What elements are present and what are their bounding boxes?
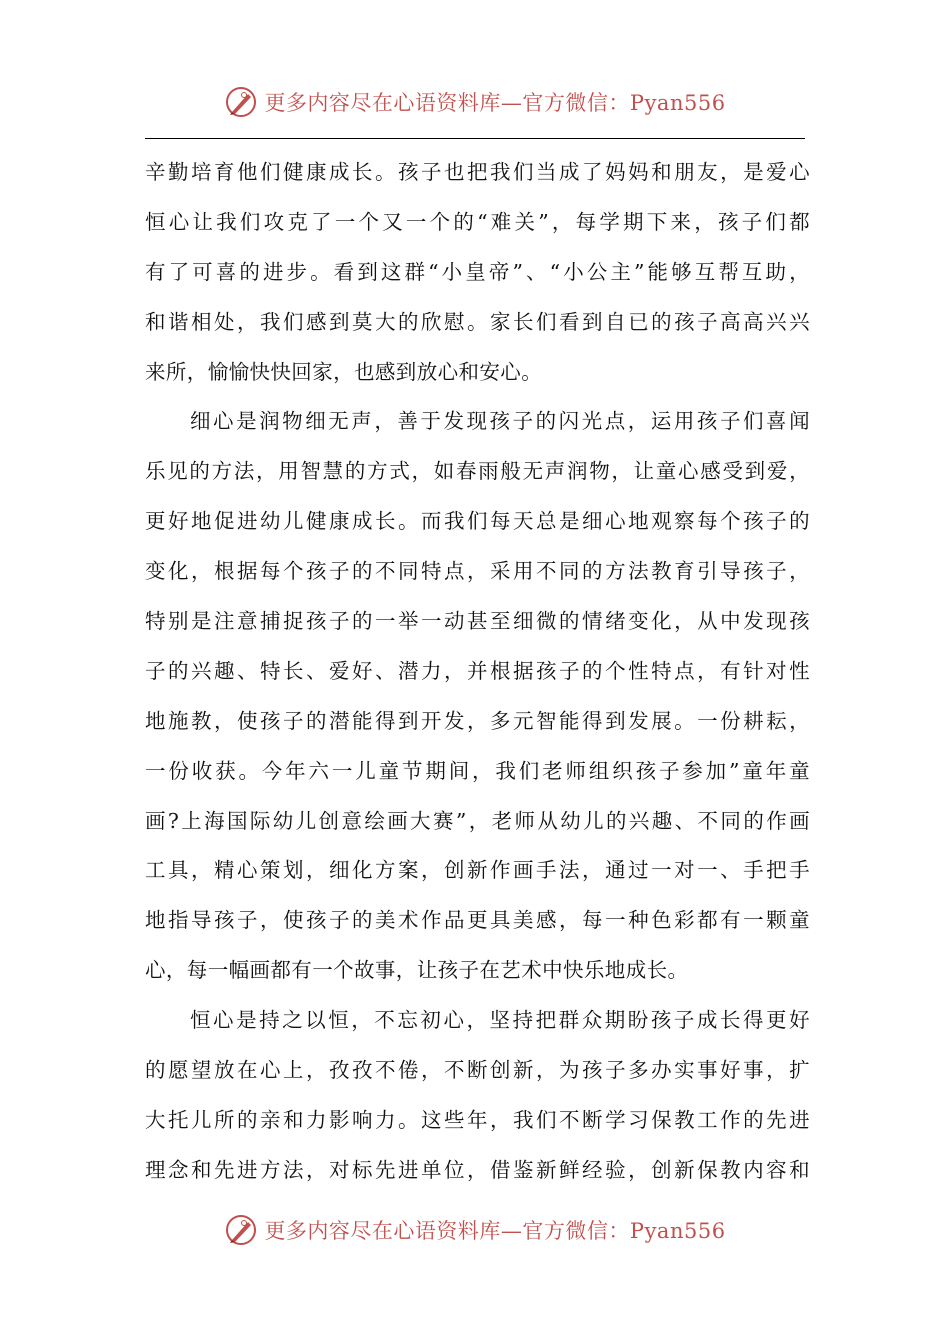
text-line: 的愿望放在心上，孜孜不倦，不断创新，为孩子多办实事好事，扩 bbox=[145, 1058, 810, 1083]
text-line: 特别是注意捕捉孩子的一举一动甚至细微的情绪变化，从中发现孩 bbox=[145, 609, 810, 634]
text-line: 画?上海国际幼儿创意绘画大赛”，老师从幼儿的兴趣、不同的作画 bbox=[145, 808, 810, 833]
text-line: 大托儿所的亲和力影响力。这些年，我们不断学习保教工作的先进 bbox=[145, 1107, 810, 1132]
text-line: 和谐相处，我们感到莫大的欣慰。家长们看到自已的孩子高高兴兴 bbox=[145, 309, 810, 334]
header-banner bbox=[0, 82, 950, 122]
text-line: 子的兴趣、特长、爱好、潜力，并根据孩子的个性特点，有针对性 bbox=[145, 658, 810, 683]
text-line: 地施教，使孩子的潜能得到开发，多元智能得到发展。一份耕耘， bbox=[145, 708, 810, 733]
pen-logo-icon bbox=[224, 1213, 258, 1247]
text-line: 一份收获。今年六一儿童节期间，我们老师组织孩子参加”童年童 bbox=[145, 758, 810, 783]
text-line: 辛勤培育他们健康成长。孩子也把我们当成了妈妈和朋友，是爱心 bbox=[145, 160, 810, 184]
footer-banner-text: 更多内容尽在心语资料库—官方微信：Pyan556 bbox=[264, 1219, 726, 1243]
text-line: 有了可喜的进步。看到这群“小皇帝”、“小公主”能够互帮互助， bbox=[145, 259, 810, 284]
text-line: 心，每一幅画都有一个故事，让孩子在艺术中快乐地成长。 bbox=[145, 958, 689, 983]
document-body bbox=[145, 148, 810, 1196]
text-line: 更好地促进幼儿健康成长。而我们每天总是细心地观察每个孩子的 bbox=[145, 509, 810, 534]
header-divider bbox=[145, 138, 805, 139]
paragraph-first-line: 恒心是持之以恒，不忘初心，坚持把群众期盼孩子成长得更好 bbox=[190, 1008, 810, 1033]
text-line: 变化，根据每个孩子的不同特点，采用不同的方法教育引导孩子， bbox=[145, 559, 810, 584]
header-banner-text: 更多内容尽在心语资料库—官方微信：Pyan556 bbox=[264, 91, 726, 115]
text-line: 来所，愉愉快快回家，也感到放心和安心。 bbox=[145, 359, 543, 384]
text-line: 地指导孩子，使孩子的美术作品更具美感，每一种色彩都有一颗童 bbox=[145, 908, 810, 933]
text-line: 工具，精心策划，细化方案，创新作画手法，通过一对一、手把手 bbox=[145, 858, 810, 883]
pen-logo-icon bbox=[224, 85, 258, 119]
text-line: 乐见的方法，用智慧的方式，如春雨般无声润物，让童心感受到爱， bbox=[145, 459, 810, 484]
footer-banner bbox=[0, 1210, 950, 1250]
paragraph-first-line: 细心是润物细无声，善于发现孩子的闪光点，运用孩子们喜闻 bbox=[190, 409, 810, 434]
text-line: 理念和先进方法，对标先进单位，借鉴新鲜经验，创新保教内容和 bbox=[145, 1157, 810, 1182]
text-line: 恒心让我们攻克了一个又一个的“难关”，每学期下来，孩子们都 bbox=[145, 209, 810, 234]
